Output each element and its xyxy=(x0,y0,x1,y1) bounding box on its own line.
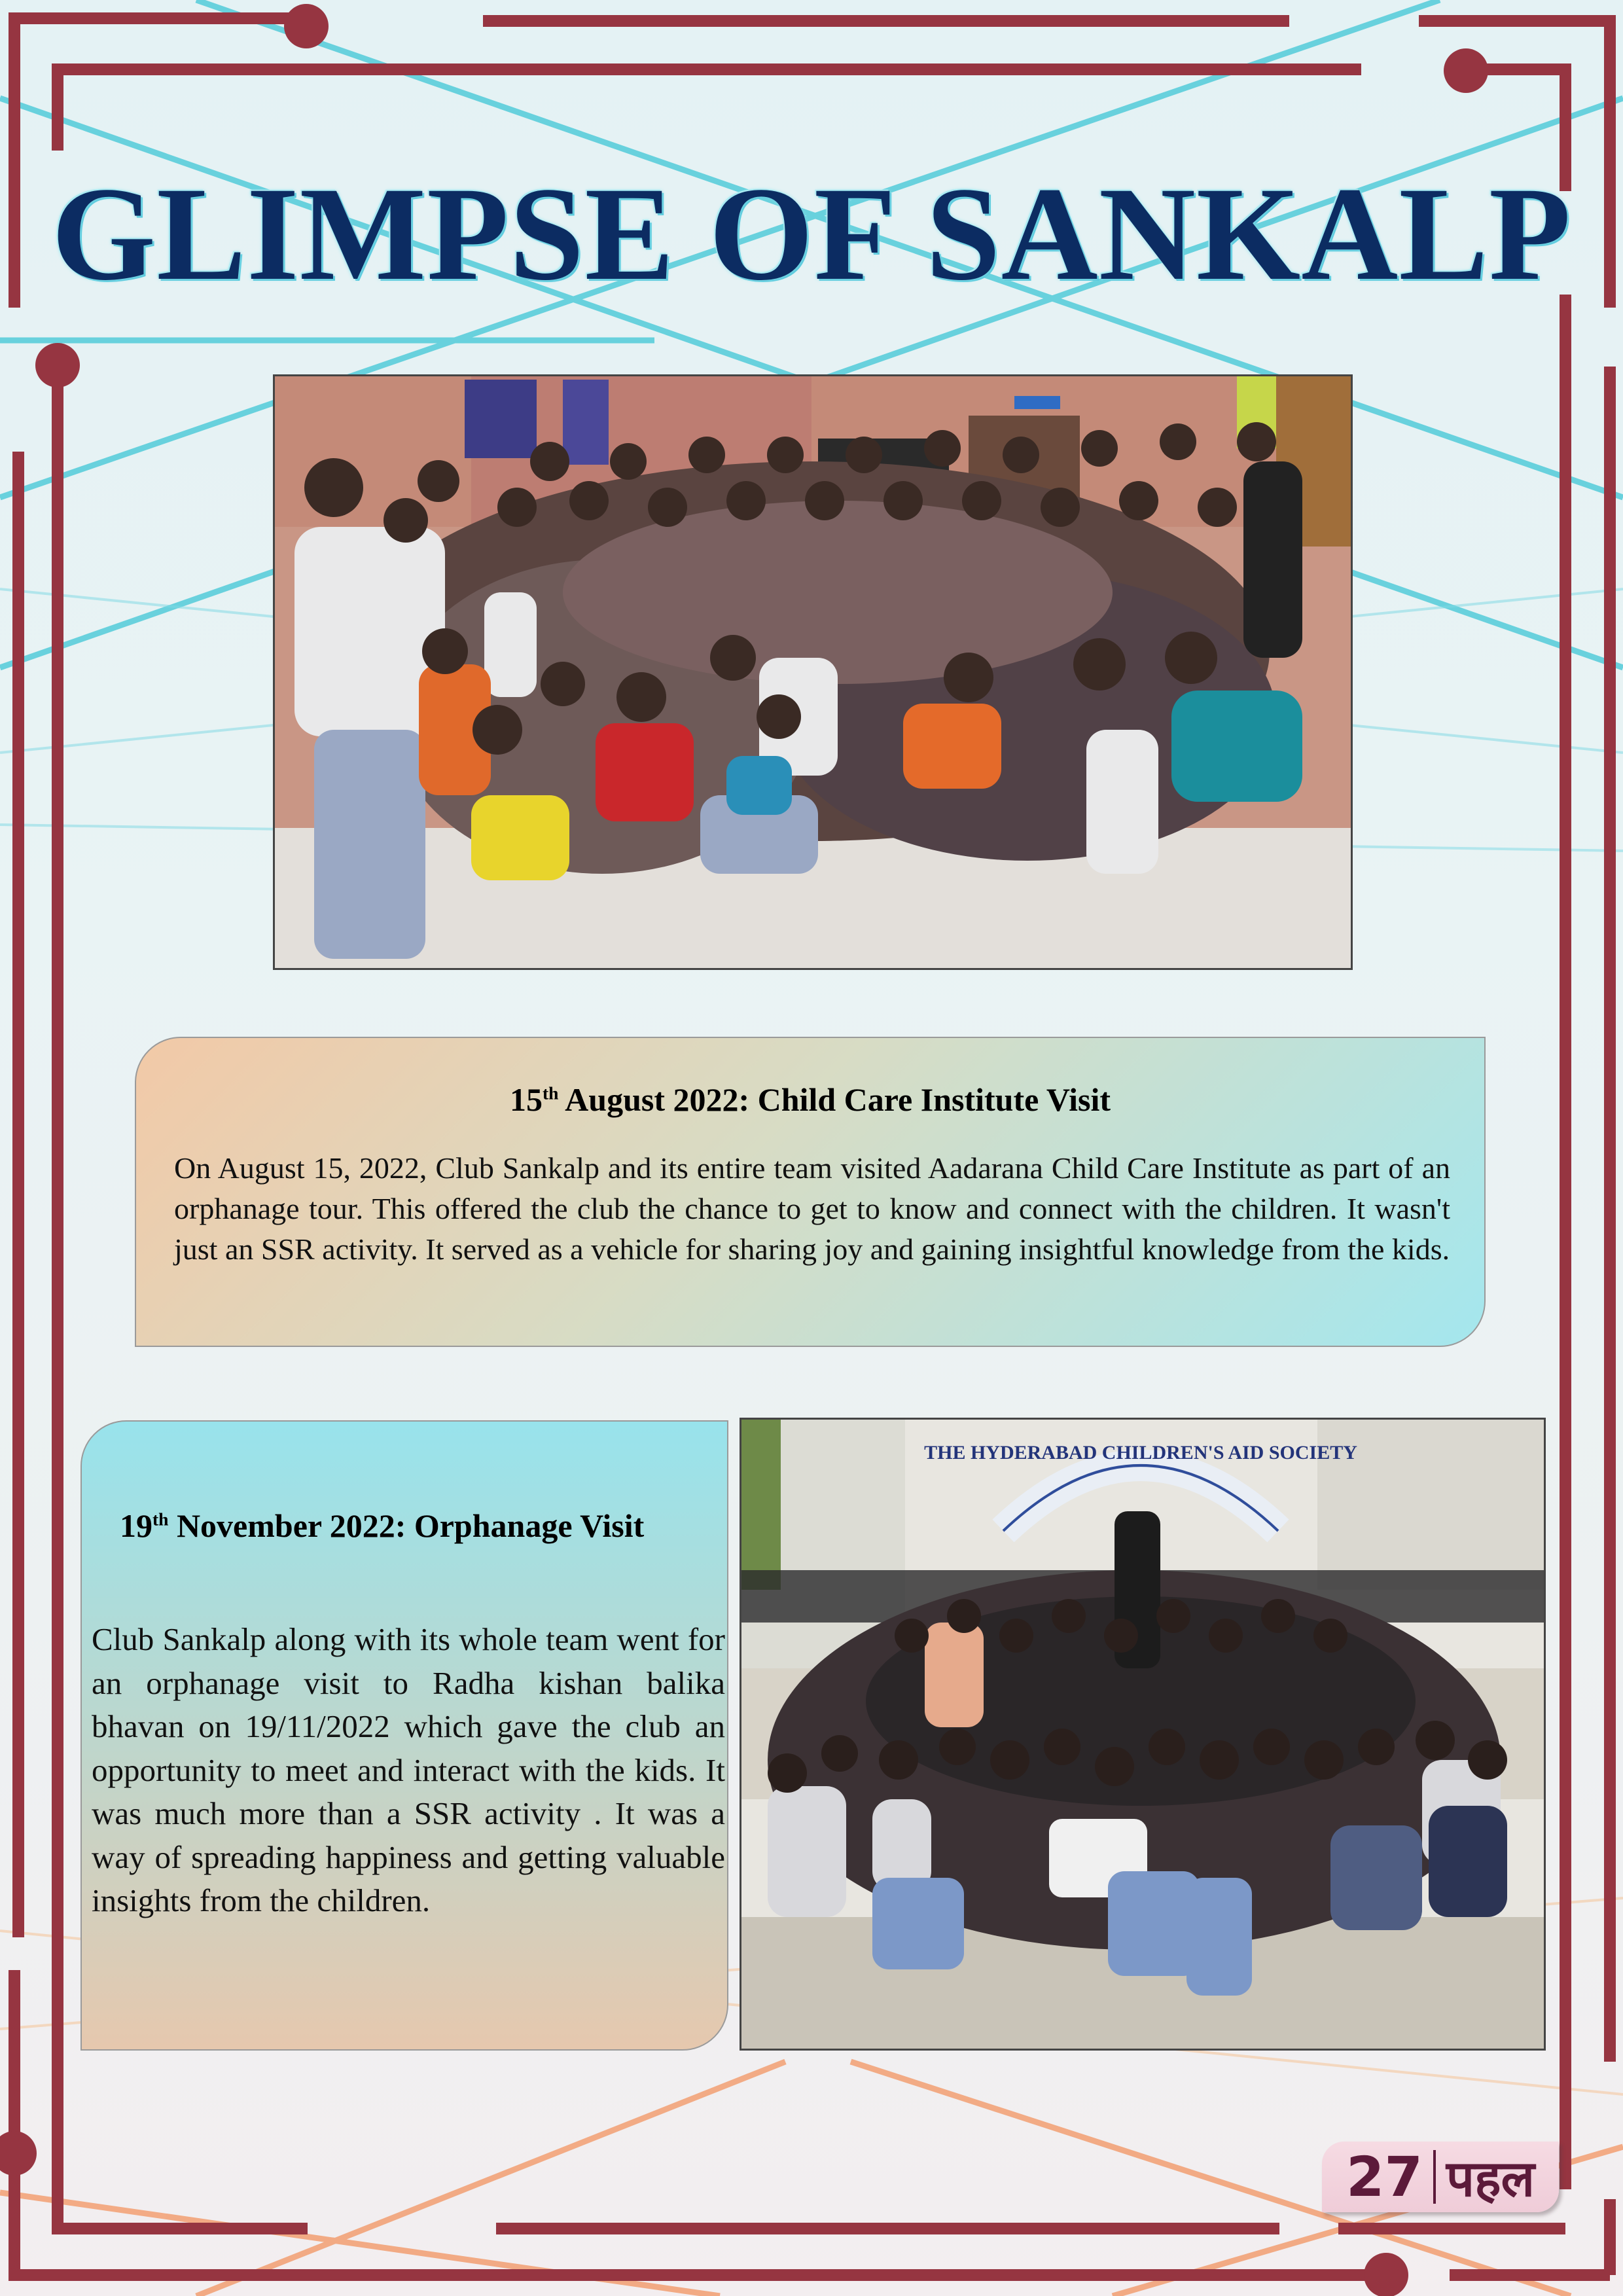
event-description-november: Club Sankalp along with its whole team went for an orphanage visit to Radha kishan balika bhavan on 19/11/2022 which gave the club an opportunity to meet and interact with the kids. It was much more than a SSR activity . It was a way of spreading happiness and getting valuable insights from the children. xyxy=(92,1621,725,1918)
page-number-badge xyxy=(1322,2142,1559,2212)
magazine-name: पहल xyxy=(1446,2149,1535,2208)
arch-sign-text: THE HYDERABAD CHILDREN'S AID SOCIETY xyxy=(924,1442,1357,1463)
event-card-august xyxy=(135,1037,1486,1347)
page-number: 27 xyxy=(1346,2145,1423,2209)
page-number-divider xyxy=(1433,2150,1436,2204)
group-photo-child-care xyxy=(273,374,1353,970)
event-heading-august: 15th August 2022: Child Care Institute Visit xyxy=(509,1081,1111,1118)
group-photo-orphanage xyxy=(740,1418,1546,2051)
event-heading-november: 19th November 2022: Orphanage Visit xyxy=(120,1507,645,1544)
page-title: GLIMPSE OF SANKALP xyxy=(51,160,1572,308)
event-card-november xyxy=(80,1420,728,2051)
event-description-august: On August 15, 2022, Club Sankalp and its entire team visited Aadarana Child Care Institute as part of an orphanage tour. This offered the club the chance to get to know and connect with the children. It wasn't just an SSR activity. It served as a vehicle for sharing joy and gaining insightful knowledge from the kids. xyxy=(174,1151,1450,1266)
